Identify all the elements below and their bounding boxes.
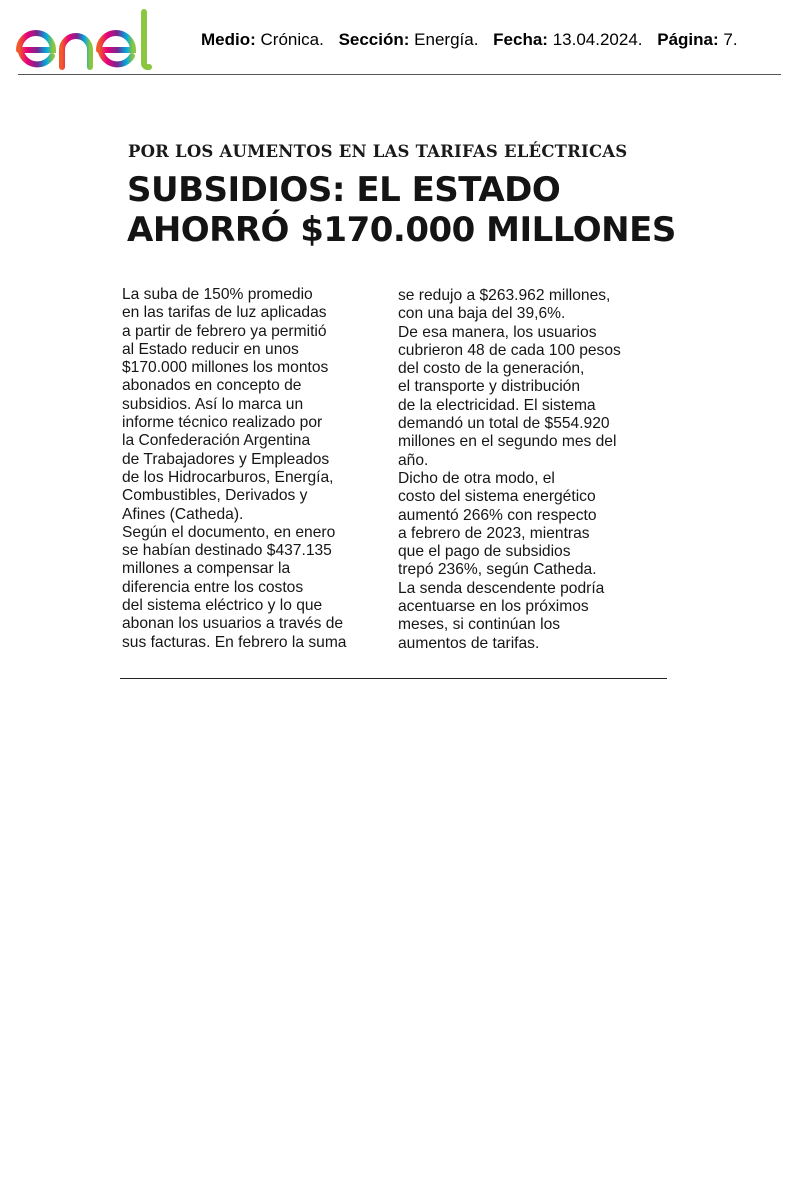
text-line: abonados en concepto de	[122, 377, 302, 395]
text-line: con una baja del 39,6%.	[398, 305, 566, 323]
text-line: que el pago de subsidios	[398, 543, 571, 561]
text-line: informe técnico realizado por	[122, 414, 323, 432]
text-line: La suba de 150% promedio	[122, 286, 313, 303]
text-line: $170.000 millones los montos	[122, 359, 329, 377]
text-line: del sistema eléctrico y lo que	[122, 597, 323, 615]
text-line: de los Hidrocarburos, Energía,	[122, 468, 334, 486]
text-line: en las tarifas de luz aplicadas	[122, 304, 327, 322]
clipping-bottom-rule	[120, 678, 667, 679]
fecha-label: Fecha:	[493, 30, 548, 49]
enel-logo-icon	[14, 8, 180, 70]
text-line: aumentó 266% con respecto	[398, 506, 597, 524]
enel-logo	[14, 8, 180, 70]
text-line: demandó un total de $554.920	[398, 415, 610, 433]
text-line: abonan los usuarios a través de	[122, 615, 344, 633]
medio-value: Crónica.	[260, 30, 324, 49]
text-line: al Estado reducir en unos	[122, 340, 299, 358]
text-line: cubrieron 48 de cada 100 pesos	[398, 341, 621, 359]
text-line: millones en el segundo mes del	[398, 433, 617, 451]
article-column-left	[122, 286, 384, 652]
text-line: aumentos de tarifas.	[398, 634, 540, 652]
text-line: del costo de la generación,	[398, 360, 585, 378]
text-line: Combustibles, Derivados y	[122, 487, 308, 505]
text-line: el transporte y distribución	[398, 378, 581, 396]
text-line: se redujo a $263.962 millones,	[398, 287, 611, 304]
headline-line: AHORRÓ $170.000 MILLONES	[127, 210, 676, 250]
text-line: se habían destinado $437.135	[122, 542, 332, 560]
header-divider	[18, 74, 781, 75]
article-kicker: POR LOS AUMENTOS EN LAS TARIFAS ELÉCTRICAS	[128, 142, 628, 161]
fecha-value: 13.04.2024.	[552, 30, 643, 49]
medio-label: Medio:	[201, 30, 256, 49]
text-line: sus facturas. En febrero la suma	[122, 633, 347, 651]
text-line: año.	[398, 451, 429, 469]
text-line: de Trabajadores y Empleados	[122, 450, 330, 468]
clipping-header	[0, 0, 800, 76]
text-line: de la electricidad. El sistema	[398, 396, 596, 414]
text-line: Afines (Catheda).	[122, 505, 244, 523]
text-line: la Confederación Argentina	[122, 432, 311, 450]
headline-line: SUBSIDIOS: EL ESTADO	[127, 170, 561, 210]
seccion-label: Sección:	[338, 30, 410, 49]
text-line: La senda descendente podría	[398, 579, 605, 597]
text-line: a febrero de 2023, mientras	[398, 524, 590, 542]
seccion-value: Energía.	[414, 30, 479, 49]
text-line: De esa manera, los usuarios	[398, 323, 597, 341]
text-line: Según el documento, en enero	[122, 523, 336, 541]
article-headline	[127, 170, 676, 250]
text-line: Dicho de otra modo, el	[398, 469, 555, 487]
article-column-right	[398, 287, 664, 653]
text-line: trepó 236%, según Catheda.	[398, 561, 597, 579]
text-line: a partir de febrero ya permitió	[122, 322, 327, 340]
text-line: subsidios. Así lo marca un	[122, 395, 304, 413]
pagina-label: Página:	[657, 30, 719, 49]
text-line: acentuarse en los próximos	[398, 598, 589, 616]
text-line: meses, si continúan los	[398, 616, 561, 634]
pagina-value: 7.	[723, 30, 738, 49]
text-line: diferencia entre los costos	[122, 578, 304, 596]
clipping-metadata	[201, 30, 738, 50]
text-line: millones a compensar la	[122, 560, 291, 578]
text-line: costo del sistema energético	[398, 488, 596, 506]
